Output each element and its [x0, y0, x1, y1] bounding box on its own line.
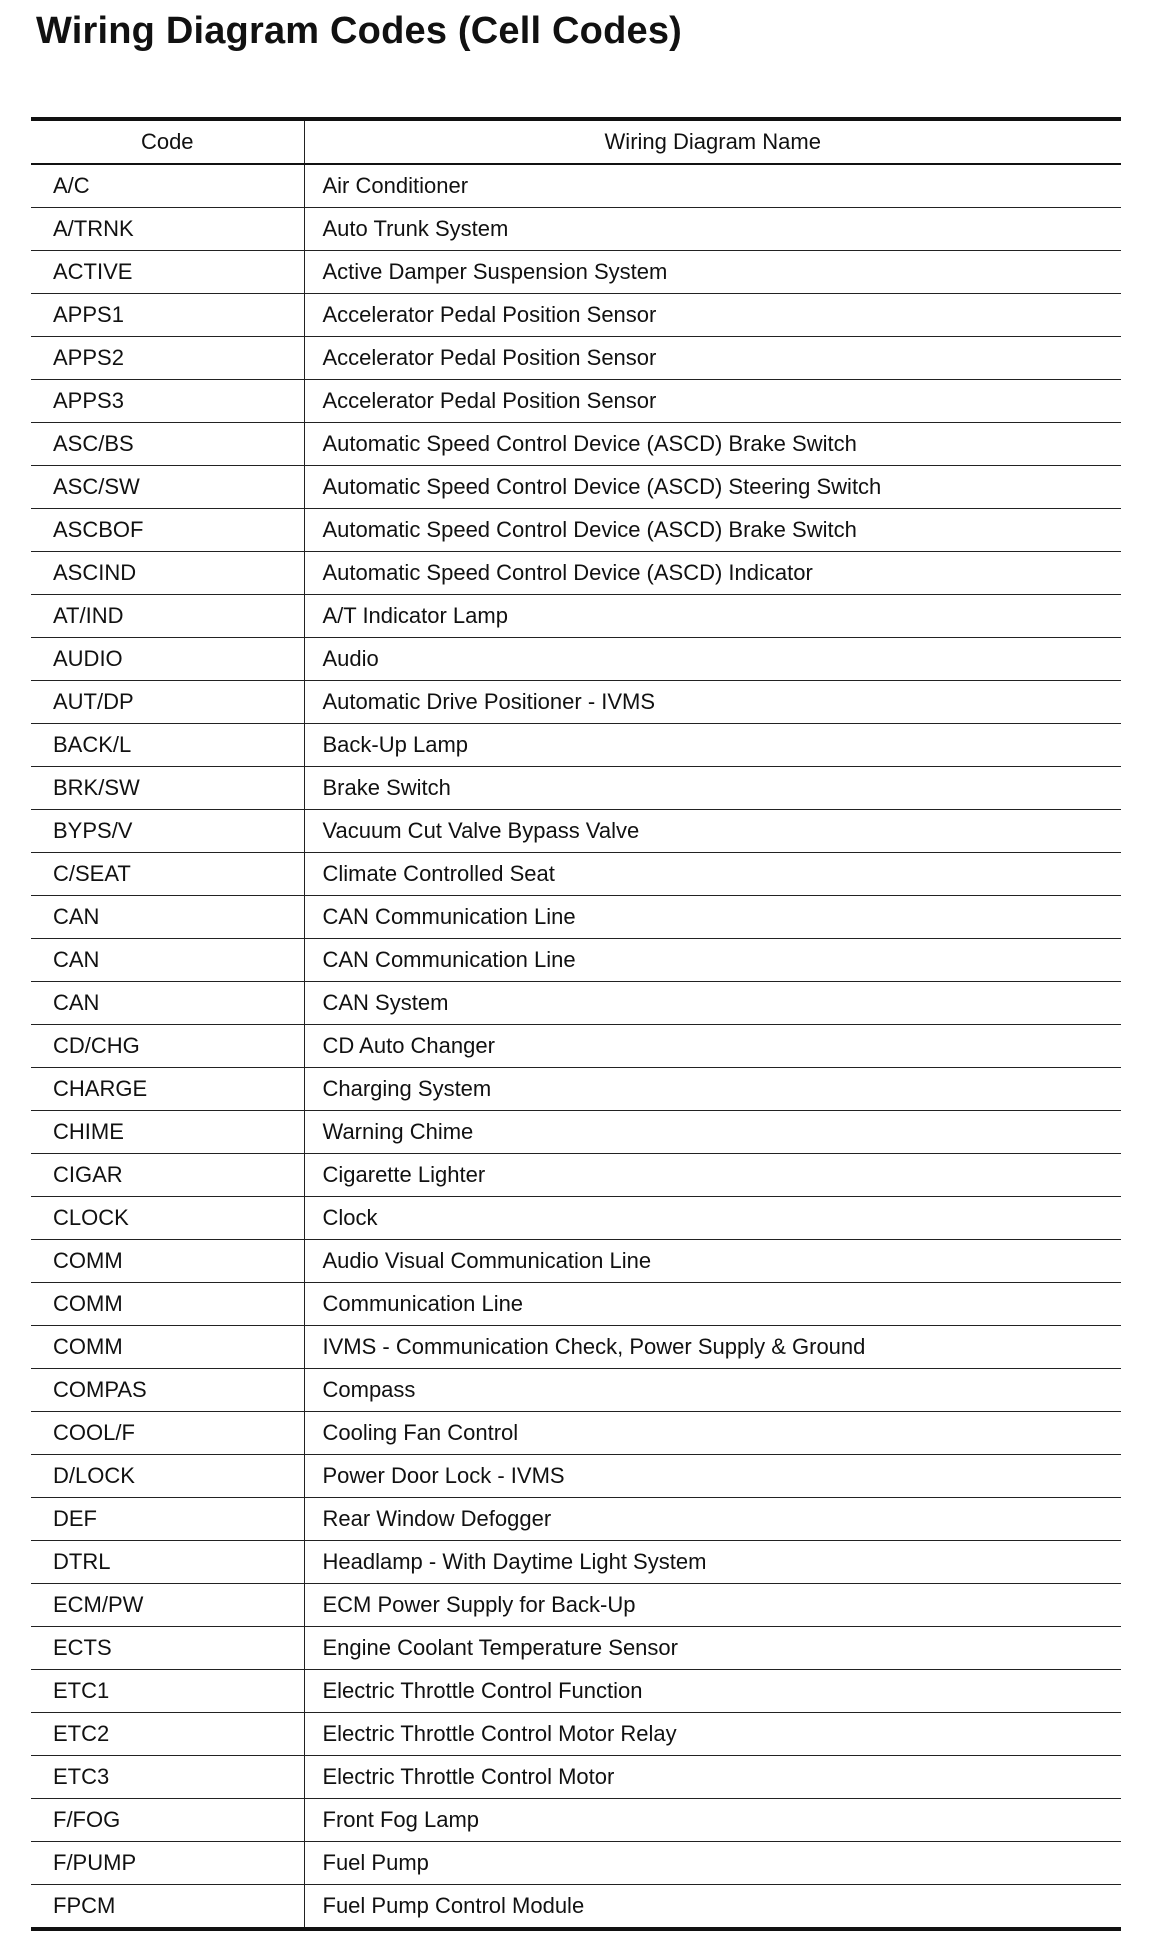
wiring-diagram-name-cell: CAN System	[304, 982, 1121, 1025]
table-row	[31, 810, 1121, 853]
wiring-diagram-name-cell: Brake Switch	[304, 767, 1121, 810]
wiring-diagram-name-cell: Auto Trunk System	[304, 208, 1121, 251]
code-cell: COMPAS	[31, 1369, 304, 1412]
code-cell: AT/IND	[31, 595, 304, 638]
wiring-diagram-name-cell: Accelerator Pedal Position Sensor	[304, 337, 1121, 380]
table-row	[31, 337, 1121, 380]
table-row	[31, 1326, 1121, 1369]
wiring-diagram-name-cell: Accelerator Pedal Position Sensor	[304, 294, 1121, 337]
table-row	[31, 294, 1121, 337]
code-cell: COMM	[31, 1283, 304, 1326]
code-cell: CAN	[31, 896, 304, 939]
table-row	[31, 1756, 1121, 1799]
table-row	[31, 853, 1121, 896]
code-cell: ASCIND	[31, 552, 304, 595]
wiring-diagram-name-cell: Electric Throttle Control Motor Relay	[304, 1713, 1121, 1756]
table-row	[31, 208, 1121, 251]
code-cell: AUDIO	[31, 638, 304, 681]
table-row	[31, 380, 1121, 423]
table-row	[31, 1584, 1121, 1627]
wiring-diagram-name-cell: Power Door Lock - IVMS	[304, 1455, 1121, 1498]
table-row	[31, 1068, 1121, 1111]
code-cell: CD/CHG	[31, 1025, 304, 1068]
code-cell: COMM	[31, 1240, 304, 1283]
wiring-diagram-name-cell: Back-Up Lamp	[304, 724, 1121, 767]
table-header	[31, 119, 1121, 164]
table-row	[31, 1154, 1121, 1197]
wiring-diagram-name-cell: IVMS - Communication Check, Power Supply & Ground	[304, 1326, 1121, 1369]
header-wiring-diagram-name: Wiring Diagram Name	[304, 119, 1121, 164]
code-cell: C/SEAT	[31, 853, 304, 896]
table-row	[31, 1111, 1121, 1154]
wiring-diagram-name-cell: Audio	[304, 638, 1121, 681]
wiring-diagram-name-cell: Headlamp - With Daytime Light System	[304, 1541, 1121, 1584]
wiring-diagram-name-cell: CAN Communication Line	[304, 896, 1121, 939]
wiring-diagram-name-cell: Air Conditioner	[304, 164, 1121, 208]
wiring-diagram-name-cell: Accelerator Pedal Position Sensor	[304, 380, 1121, 423]
wiring-codes-table	[31, 117, 1121, 1931]
table-row	[31, 423, 1121, 466]
wiring-diagram-name-cell: Clock	[304, 1197, 1121, 1240]
table-row	[31, 466, 1121, 509]
wiring-diagram-name-cell: CD Auto Changer	[304, 1025, 1121, 1068]
table-row	[31, 1713, 1121, 1756]
table-row	[31, 982, 1121, 1025]
wiring-diagram-name-cell: Fuel Pump Control Module	[322, 1893, 585, 1918]
wiring-diagram-name-cell: Cooling Fan Control	[304, 1412, 1121, 1455]
code-cell: BRK/SW	[31, 767, 304, 810]
code-cell: CHIME	[31, 1111, 304, 1154]
code-cell: APPS2	[31, 337, 304, 380]
table-row	[31, 552, 1121, 595]
wiring-diagram-name-cell: Cigarette Lighter	[304, 1154, 1121, 1197]
code-cell: ETC1	[31, 1670, 304, 1713]
code-cell: F/FOG	[31, 1799, 304, 1842]
code-cell: F/PUMP	[31, 1842, 304, 1885]
code-cell: ETC2	[31, 1713, 304, 1756]
header-row	[31, 119, 1121, 164]
table-row	[31, 1498, 1121, 1541]
table-row	[31, 1455, 1121, 1498]
table-row	[31, 1885, 1121, 1930]
code-cell: ASC/SW	[31, 466, 304, 509]
header-code: Code	[31, 119, 304, 164]
code-cell: CHARGE	[31, 1068, 304, 1111]
wiring-diagram-name-cell: Automatic Speed Control Device (ASCD) Brake Switch	[304, 423, 1121, 466]
code-cell: CIGAR	[31, 1154, 304, 1197]
table-row	[31, 164, 1121, 208]
table-row	[31, 681, 1121, 724]
wiring-diagram-name-cell: Rear Window Defogger	[304, 1498, 1121, 1541]
wiring-diagram-name-cell: Electric Throttle Control Motor	[304, 1756, 1121, 1799]
code-cell: DEF	[31, 1498, 304, 1541]
table-row	[31, 251, 1121, 294]
table-row	[31, 1240, 1121, 1283]
code-cell: DTRL	[31, 1541, 304, 1584]
wiring-diagram-name-cell: Automatic Speed Control Device (ASCD) Indicator	[304, 552, 1121, 595]
table-body	[31, 164, 1121, 1929]
code-cell: COMM	[31, 1326, 304, 1369]
wiring-diagram-name-cell: Compass	[304, 1369, 1121, 1412]
code-cell: CAN	[31, 939, 304, 982]
table-row	[31, 1025, 1121, 1068]
table-row	[31, 1197, 1121, 1240]
table-row	[31, 1412, 1121, 1455]
wiring-diagram-name-cell: CAN Communication Line	[304, 939, 1121, 982]
code-cell: BYPS/V	[31, 810, 304, 853]
wiring-diagram-name-cell: Electric Throttle Control Function	[304, 1670, 1121, 1713]
code-cell: ETC3	[31, 1756, 304, 1799]
code-cell: CAN	[31, 982, 304, 1025]
wiring-diagram-name-cell: ECM Power Supply for Back-Up	[304, 1584, 1121, 1627]
wiring-diagram-name-cell: Fuel Pump	[304, 1842, 1121, 1885]
table-row	[31, 1369, 1121, 1412]
code-cell: A/C	[31, 164, 304, 208]
table-row	[31, 509, 1121, 552]
wiring-diagram-name-cell: A/T Indicator Lamp	[304, 595, 1121, 638]
wiring-diagram-name-cell: Audio Visual Communication Line	[304, 1240, 1121, 1283]
code-cell: ECM/PW	[31, 1584, 304, 1627]
wiring-diagram-name-cell: Automatic Speed Control Device (ASCD) Steering Switch	[304, 466, 1121, 509]
code-cell: ASC/BS	[31, 423, 304, 466]
code-cell: ECTS	[31, 1627, 304, 1670]
code-cell: A/TRNK	[31, 208, 304, 251]
wiring-diagram-name-cell: Communication Line	[304, 1283, 1121, 1326]
code-cell: ASCBOF	[31, 509, 304, 552]
wiring-diagram-name-cell: Charging System	[304, 1068, 1121, 1111]
table-row	[31, 595, 1121, 638]
code-cell: CLOCK	[31, 1197, 304, 1240]
code-cell: AUT/DP	[31, 681, 304, 724]
wiring-diagram-name-cell: Active Damper Suspension System	[304, 251, 1121, 294]
table-row	[31, 1541, 1121, 1584]
wiring-diagram-name-cell: Automatic Speed Control Device (ASCD) Brake Switch	[304, 509, 1121, 552]
wiring-diagram-name-cell: Vacuum Cut Valve Bypass Valve	[304, 810, 1121, 853]
wiring-diagram-name-cell: Warning Chime	[304, 1111, 1121, 1154]
code-cell: FPCM	[31, 1885, 304, 1930]
table-row	[31, 724, 1121, 767]
table-row	[31, 1842, 1121, 1885]
table-row	[31, 1799, 1121, 1842]
wiring-diagram-name-cell: Front Fog Lamp	[304, 1799, 1121, 1842]
code-cell: APPS1	[31, 294, 304, 337]
table-row	[31, 1283, 1121, 1326]
table-row	[31, 1670, 1121, 1713]
table-row	[31, 939, 1121, 982]
code-cell: ACTIVE	[31, 251, 304, 294]
table-row	[31, 896, 1121, 939]
table-row	[31, 638, 1121, 681]
wiring-diagram-name-cell: Climate Controlled Seat	[304, 853, 1121, 896]
code-cell: D/LOCK	[31, 1455, 304, 1498]
table-row	[31, 1627, 1121, 1670]
wiring-diagram-name-cell: Engine Coolant Temperature Sensor	[304, 1627, 1121, 1670]
code-cell: APPS3	[31, 380, 304, 423]
wiring-diagram-name-cell: Automatic Drive Positioner - IVMS	[304, 681, 1121, 724]
code-cell: BACK/L	[31, 724, 304, 767]
code-cell: COOL/F	[31, 1412, 304, 1455]
page-title: Wiring Diagram Codes (Cell Codes)	[36, 10, 683, 52]
table-row	[31, 767, 1121, 810]
